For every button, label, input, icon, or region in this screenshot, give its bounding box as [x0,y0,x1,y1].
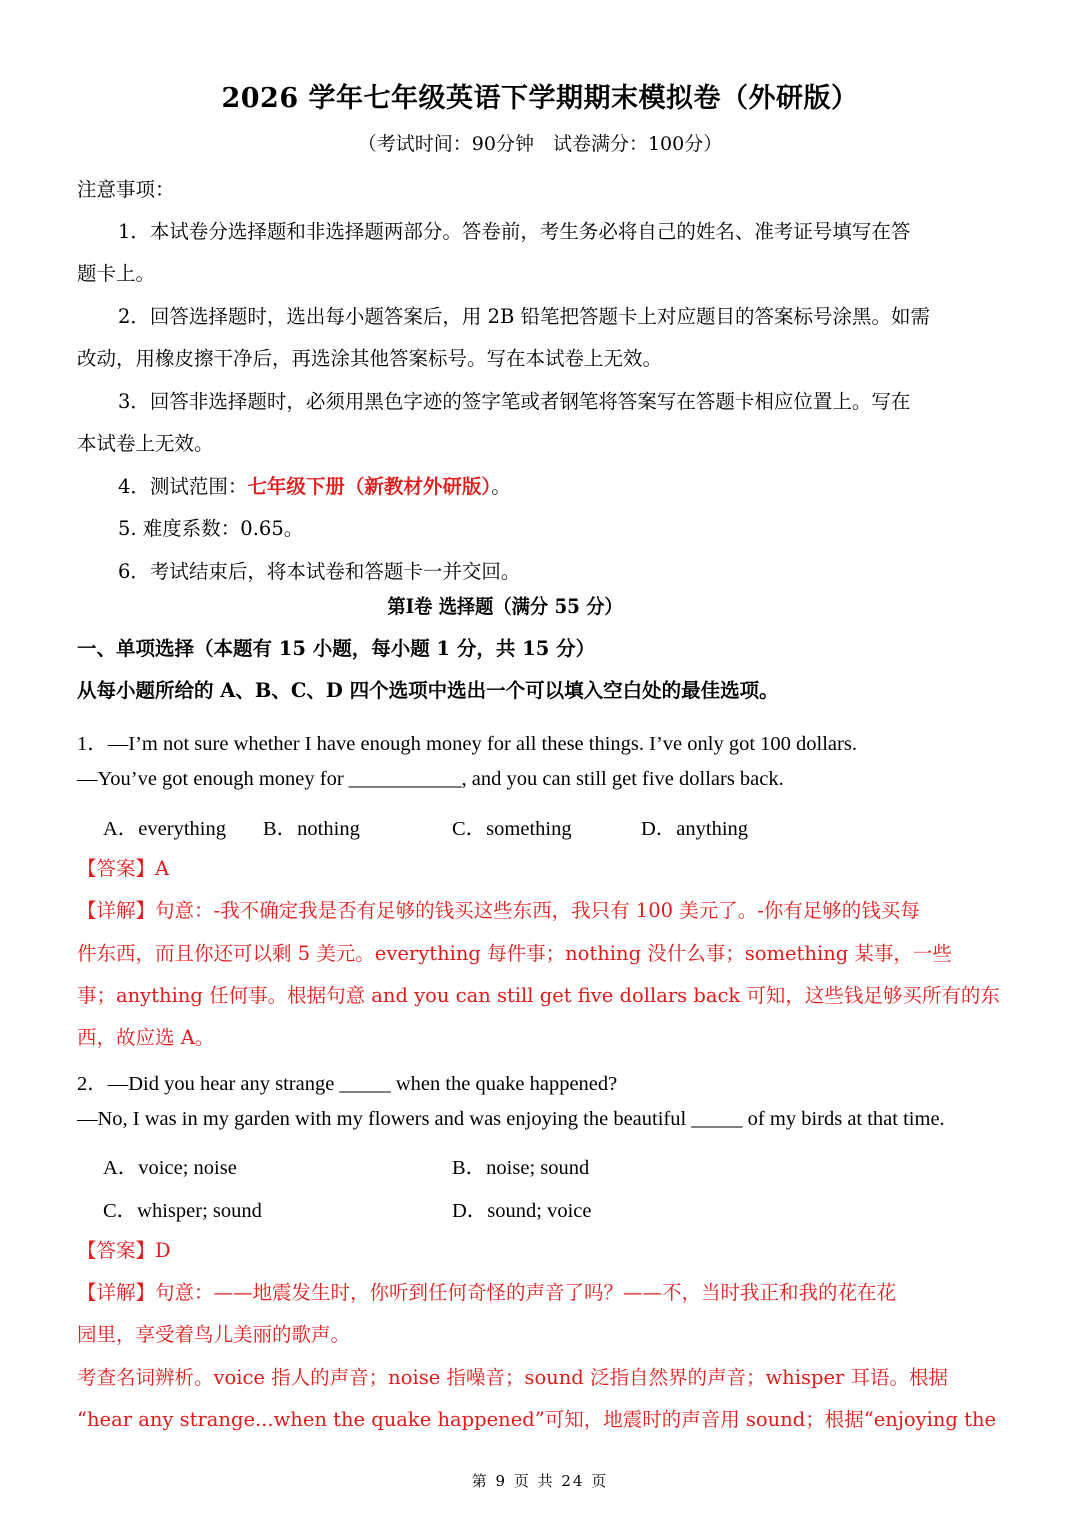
note-4 [118,471,511,499]
q1-explanation-1: 【详解】句意：-我不确定我是否有足够的钱买这些东西，我只有 100 美元了。-你有足够的钱买每 [77,899,920,922]
q1-line-2: —You’ve got enough money for ___________, and you can still get five dollars back. [77,768,784,790]
q2-explanation-2: 园里，享受着鸟儿美丽的歌声。 [77,1323,351,1346]
q2-option-a: A．voice; noise [103,1157,237,1179]
section-heading: 一、单项选择（本题有 15 小题，每小题 1 分，共 15 分） [77,637,596,660]
q1-option-a: A．everything [103,818,226,840]
q1-explanation-2: 件东西，而且你还可以剩 5 美元。everything 每件事；nothing 没什么事；something 某事，一些 [77,942,952,965]
note-5: 5. 难度系数：0.65。 [118,517,304,540]
q2-line-2: —No, I was in my garden with my flowers and was enjoying the beautiful _____ of my birds at that time. [77,1108,945,1130]
q2-explanation-4: “hear any strange...when the quake happened”可知，地震时的声音用 sound；根据“enjoying the [77,1408,997,1431]
note-1-line-1: 1．本试卷分选择题和非选择题两部分。答卷前，考生务必将自己的姓名、准考证号填写在答 [118,220,911,243]
note-3-line-2: 本试卷上无效。 [77,432,214,455]
q1-option-c: C．something [452,818,572,840]
q1-answer: 【答案】A [77,857,170,880]
test-scope-highlight: 七年级下册（新教材外研版） [247,475,492,498]
part-title: 第I卷 选择题（满分 55 分） [387,595,623,618]
q2-explanation-3: 考查名词辨析。voice 指人的声音；noise 指噪音；sound 泛指自然界的声音；whisper 耳语。根据 [77,1366,949,1389]
note-2-line-1: 2．回答选择题时，选出每小题答案后，用 2B 铅笔把答题卡上对应题目的答案标号涂黑。如需 [118,305,931,328]
q2-option-c: C．whisper; sound [103,1200,262,1222]
note-6: 6．考试结束后，将本试卷和答题卡一并交回。 [118,560,521,583]
q2-line-1: 2．—Did you hear any strange _____ when the quake happened? [77,1073,618,1095]
note-3-line-1: 3．回答非选择题时，必须用黑色字迹的签字笔或者钢笔将答案写在答题卡相应位置上。写在 [118,390,911,413]
exam-subtitle: （考试时间：90分钟 试卷满分：100分） [357,133,723,155]
page-footer: 第 9 页 共 24 页 [471,1472,609,1490]
q1-explanation-4: 西，故应选 A。 [77,1026,215,1049]
notes-heading: 注意事项： [77,178,175,201]
q1-option-d: D．anything [641,818,749,840]
q1-explanation-3: 事；anything 任何事。根据句意 and you can still get five dollars back 可知，这些钱足够买所有的东 [77,984,1000,1007]
q2-answer: 【答案】D [77,1239,171,1262]
q2-explanation-1: 【详解】句意：——地震发生时，你听到任何奇怪的声音了吗？——不，当时我正和我的花在花 [77,1281,897,1304]
q1-option-b: B．nothing [263,818,360,840]
q2-option-b: B．noise; sound [452,1157,590,1179]
note-4-prefix: 4．测试范围： [118,475,248,498]
note-4-suffix: 。 [491,475,511,498]
section-instruction: 从每小题所给的 A、B、C、D 四个选项中选出一个可以填入空白处的最佳选项。 [77,679,779,702]
note-1-line-2: 题卡上。 [77,262,156,285]
q1-line-1: 1．—I’m not sure whether I have enough money for all these things. I’ve only got 100 dollars. [77,733,857,755]
note-2-line-2: 改动，用橡皮擦干净后，再选涂其他答案标号。写在本试卷上无效。 [77,347,663,370]
exam-title: 2026 学年七年级英语下学期期末模拟卷（外研版） [221,83,859,114]
q2-option-d: D．sound; voice [452,1200,592,1222]
